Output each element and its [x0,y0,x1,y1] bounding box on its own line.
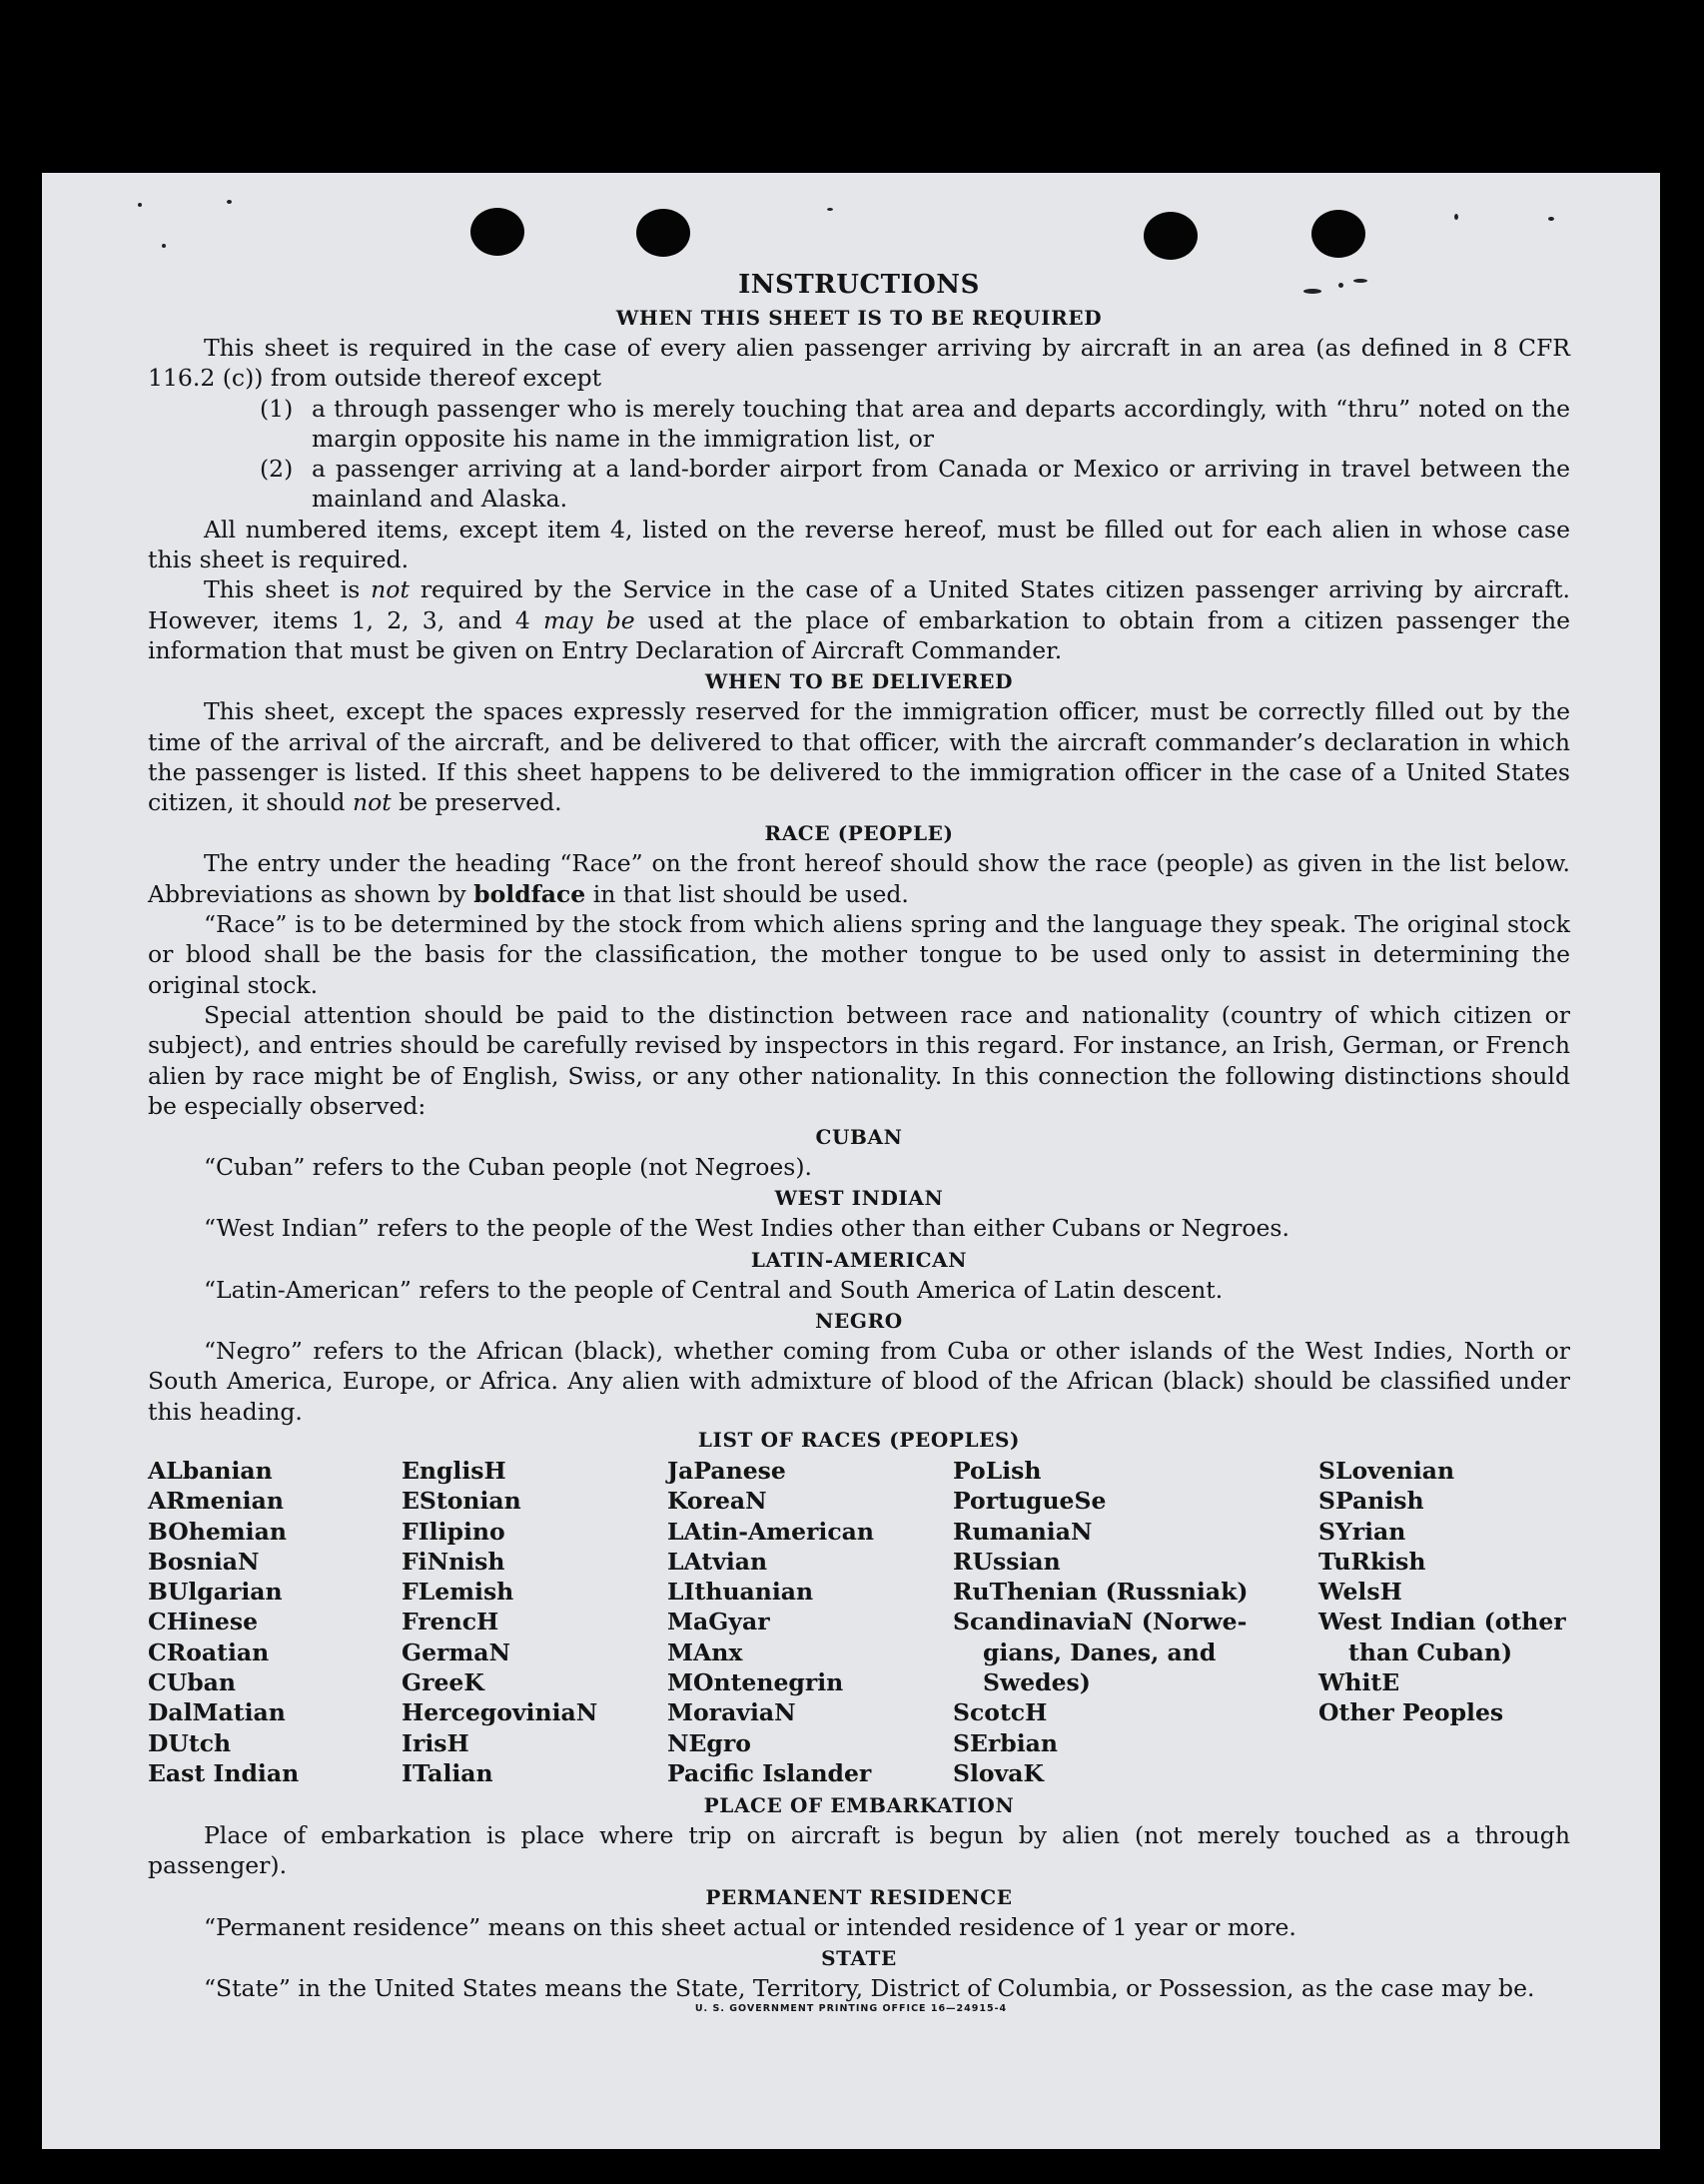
race-list-item: SYrian [1318,1517,1406,1546]
instruction-sheet [42,173,1660,2149]
race-list-item: BOhemian [148,1517,287,1546]
race-column-3 [667,1456,953,1788]
paragraph-embarkation: Place of embarkation is place where trip on aircraft is begun by alien (not merely touched as a through passenger). [148,1821,1570,1880]
race-list-item: KoreaN [667,1487,767,1516]
paragraph-numbered-items: All numbered items, except item 4, listed on the reverse hereof, must be filled out for each alien in whose case this sheet is required. [148,515,1570,574]
heading-state: STATE [821,1946,897,1971]
race-list-item: SLovenian [1318,1456,1455,1485]
race-list-item: GermaN [402,1638,510,1666]
race-list-item: MaGyar [667,1608,770,1637]
race-list-item: LAtvian [667,1547,768,1576]
heading-negro: NEGRO [815,1309,903,1334]
race-list-item: ScotcH [953,1698,1048,1727]
paragraph-race-entry: The entry under the heading “Race” on the front hereof should show the race (people) as given in the list below. Abbreviations as shown by boldface in that list should be used. [148,849,1570,908]
race-list-item: RumaniaN [953,1517,1093,1546]
heading-when-delivered: WHEN TO BE DELIVERED [704,669,1014,694]
race-column-2 [402,1456,667,1788]
heading-place-of-embarkation: PLACE OF EMBARKATION [703,1793,1015,1818]
paragraph-race-stock: “Race” is to be determined by the stock from which aliens spring and the language they speak. The original stock or blood shall be the basis for the classification, the mother tongue to be used only to assist in determining the original stock. [148,910,1570,999]
race-list-item: ARmenian [148,1487,284,1516]
race-list-item: GreeK [402,1667,484,1696]
item-text: a through passenger who is merely touching that area and departs accordingly, with “thru” noted on the margin opposite his name in the immigration list, or [312,394,1570,453]
race-list-item: East Indian [148,1758,300,1787]
race-list-item: EnglisH [402,1456,506,1485]
paragraph-west-indian: “West Indian” refers to the people of the West Indies other than either Cubans or Negroes. [204,1214,1289,1243]
item-number: (1) [260,394,294,423]
instructions-text [148,268,1570,2003]
race-list-item: EStonian [402,1487,521,1516]
paragraph-latin-american: “Latin-American” refers to the people of Central and South America of Latin descent. [204,1275,1224,1304]
race-list-item: DUtch [148,1728,232,1757]
race-list-item: FLemish [402,1578,514,1607]
item-number: (2) [260,455,294,484]
page-title: INSTRUCTIONS [738,270,980,300]
race-list-item: West Indian (other [1318,1608,1566,1637]
paragraph-residence: “Permanent residence” means on this sheet actual or intended residence of 1 year or more. [204,1912,1296,1941]
race-list-item: IrisH [402,1728,469,1757]
race-list-item: MAnx [667,1638,743,1666]
paper-speck [1454,214,1458,220]
item-text: a passenger arriving at a land-border airport from Canada or Mexico or arriving in travel between the mainland and Alaska. [312,455,1570,514]
race-list-item: SlovaK [953,1758,1044,1787]
race-list-item: Swedes) [983,1667,1091,1696]
race-list-item: LAtin-American [667,1517,874,1546]
paper-speck [1548,217,1554,221]
race-list-item: FrencH [402,1608,499,1637]
heading-race: RACE (PEOPLE) [764,821,954,846]
race-column-5 [1318,1456,1570,1788]
race-list-item: than Cuban) [1348,1638,1513,1666]
punch-hole [1311,210,1365,258]
paper-speck [827,208,833,211]
race-list-item: SErbian [953,1728,1058,1757]
exception-item-2 [148,454,1570,515]
race-list-item: SPanish [1318,1487,1424,1516]
race-list-item: RuThenian (Russniak) [953,1578,1249,1607]
paragraph-state: “State” in the United States means the State, Territory, District of Columbia, or Possession, as the case may be. [204,1974,1535,2003]
race-list-item: BosniaN [148,1547,260,1576]
paragraph-negro: “Negro” refers to the African (black), whether coming from Cuba or other islands of the West Indies, North or South America, Europe, or Africa. Any alien with admixture of blood of the African (black) should be classified under this heading. [148,1337,1570,1426]
exception-item-1 [148,394,1570,455]
paper-speck [162,244,166,248]
heading-when-required: WHEN THIS SHEET IS TO BE REQUIRED [615,306,1103,330]
race-list-item: HercegoviniaN [402,1698,598,1727]
heading-permanent-residence: PERMANENT RESIDENCE [705,1884,1013,1909]
race-list-item: ScandinaviaN (Norwe- [953,1608,1248,1637]
race-list-item: CRoatian [148,1638,270,1666]
race-list-item: NEgro [667,1728,751,1757]
race-list-item: PoLish [953,1456,1042,1485]
race-list-item: FIlipino [402,1517,505,1546]
race-list [148,1456,1570,1788]
race-list-item: ALbanian [148,1456,273,1485]
race-list-item: RUssian [953,1547,1061,1576]
heading-west-indian: WEST INDIAN [774,1186,944,1211]
race-list-item: WelsH [1318,1578,1402,1607]
race-list-item: LIthuanian [667,1578,814,1607]
race-column-4 [953,1456,1318,1788]
heading-latin-american: LATIN-AMERICAN [750,1247,968,1272]
race-list-item: TuRkish [1318,1547,1426,1576]
race-list-item: WhitE [1318,1667,1400,1696]
race-list-item: ITalian [402,1758,493,1787]
paper-speck [227,200,232,204]
race-list-item: MOntenegrin [667,1667,844,1696]
race-list-item: PortugueSe [953,1487,1107,1516]
paragraph-race-nationality: Special attention should be paid to the distinction between race and nationality (country of which citizen or subject), and entries should be carefully revised by inspectors in this regard. For instance, an Irish, German, or French alien by race might be of English, Swiss, or any other nationality. In this connection the following distinctions should be especially observed: [148,1000,1570,1120]
punch-hole [1144,212,1198,260]
race-list-item: MoraviaN [667,1698,796,1727]
punch-hole [470,208,524,256]
race-list-item: BUlgarian [148,1578,283,1607]
paragraph-delivered: This sheet, except the spaces expressly reserved for the immigration officer, must be correctly filled out by the time of the arrival of the aircraft, and be delivered to that officer, with the aircraft commander’s declaration in which the passenger is listed. If this sheet happens to be delivered to the immigration officer in the case of a United States citizen, it should not be preserved. [148,697,1570,817]
paragraph-citizen: This sheet is not required by the Service in the case of a United States citizen passenger arriving by aircraft. However, items 1, 2, 3, and 4 may be used at the place of embarkation to obtain from a citizen passenger the information that must be given on Entry Declaration of Aircraft Commander. [148,575,1570,664]
punch-hole [636,209,690,257]
race-list-item: FiNnish [402,1547,505,1576]
printing-office-imprint: U. S. GOVERNMENT PRINTING OFFICE 16—24915-4 [694,2003,1008,2014]
race-list-item: gians, Danes, and [983,1638,1217,1666]
race-column-1 [148,1456,402,1788]
heading-list-of-races: LIST OF RACES (PEOPLES) [697,1427,1021,1452]
race-list-item: Other Peoples [1318,1698,1504,1727]
race-list-item: CHinese [148,1608,259,1637]
race-list-item: CUban [148,1667,236,1696]
race-list-item: Pacific Islander [667,1758,872,1787]
paragraph-required: This sheet is required in the case of every alien passenger arriving by aircraft in an area (as defined in 8 CFR 116.2 (c)) from outside thereof except [148,334,1570,393]
paper-speck [138,203,142,207]
race-list-item: DalMatian [148,1698,286,1727]
paragraph-cuban: “Cuban” refers to the Cuban people (not Negroes). [204,1153,813,1182]
race-list-item: JaPanese [667,1456,786,1485]
heading-cuban: CUBAN [815,1125,903,1150]
